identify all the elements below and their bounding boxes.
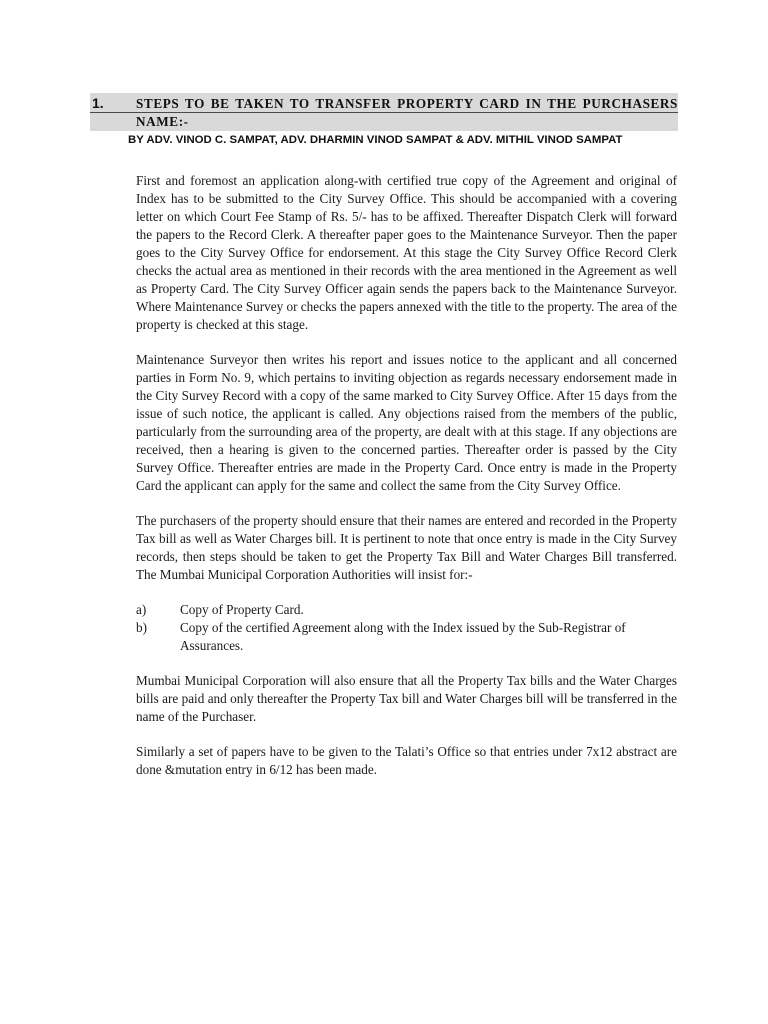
list-item-text: Copy of Property Card. (180, 602, 304, 617)
list-marker: a) (136, 602, 147, 617)
list-item (136, 601, 677, 619)
requirements-list (136, 601, 677, 655)
list-item (136, 619, 677, 655)
paragraph: The purchasers of the property should ensure that their names are entered and recorded in the Property Tax bill as well as Water Charges bill. It is pertinent to note that once entry is made in the City Survey records, then steps should be taken to get the Property Tax Bill and Water Charges Bill transferred. The Mumbai Municipal Corporation Authorities will insist for:- (136, 513, 677, 582)
author-byline: BY ADV. VINOD C. SAMPAT, ADV. DHARMIN VINOD SAMPAT & ADV. MITHIL VINOD SAMPAT (128, 134, 623, 146)
section-title: STEPS TO BE TAKEN TO TRANSFER PROPERTY CARD IN THE PURCHASERS NAME:- (136, 96, 678, 129)
list-marker: b) (136, 620, 147, 635)
document-body (136, 172, 677, 796)
paragraph: Maintenance Surveyor then writes his report and issues notice to the applicant and all concerned parties in Form No. 9, which pertains to inviting objection as regards necessary endorsement made in the City Survey Record with a copy of the same marked to City Survey Office. After 15 days from the issue of such notice, the applicant is called. Any objections raised from the members of the public, particularly from the surrounding area of the property, are dealt with at this stage. If any objections are received, then a hearing is given to the concerned parties. Thereafter order is passed by the City Survey Office. Thereafter entries are made in the Property Card. Once entry is made in the Property Card the applicant can apply for the same and collect the same from the City Survey Office. (136, 352, 677, 493)
paragraph: Mumbai Municipal Corporation will also ensure that all the Property Tax bills and the Water Charges bills are paid and only thereafter the Property Tax bill and Water Charges bill will be transferred in the name of the Purchaser. (136, 673, 677, 724)
paragraph: Similarly a set of papers have to be given to the Talati’s Office so that entries under 7x12 abstract are done &mutation entry in 6/12 has been made. (136, 744, 677, 777)
list-item-text: Copy of the certified Agreement along with the Index issued by the Sub-Registrar of Assurances. (180, 620, 626, 653)
paragraph: First and foremost an application along-with certified true copy of the Agreement and original of Index has to be submitted to the City Survey Office. This should be accompanied with a covering letter on which Court Fee Stamp of Rs. 5/- has to be affixed. Thereafter Dispatch Clerk will forward the papers to the Record Clerk. A thereafter paper goes to the Maintenance Surveyor. Then the paper goes to the City Survey Office for endorsement. At this stage the City Survey Office Record Clerk checks the actual area as mentioned in their records with the area mentioned in the Agreement as well as Property Card. The City Survey Officer again sends the papers back to the Maintenance Surveyor. Where Maintenance Survey or checks the papers annexed with the title to the property. The area of the property is checked at this stage. (136, 173, 677, 332)
section-number: 1. (92, 95, 104, 111)
